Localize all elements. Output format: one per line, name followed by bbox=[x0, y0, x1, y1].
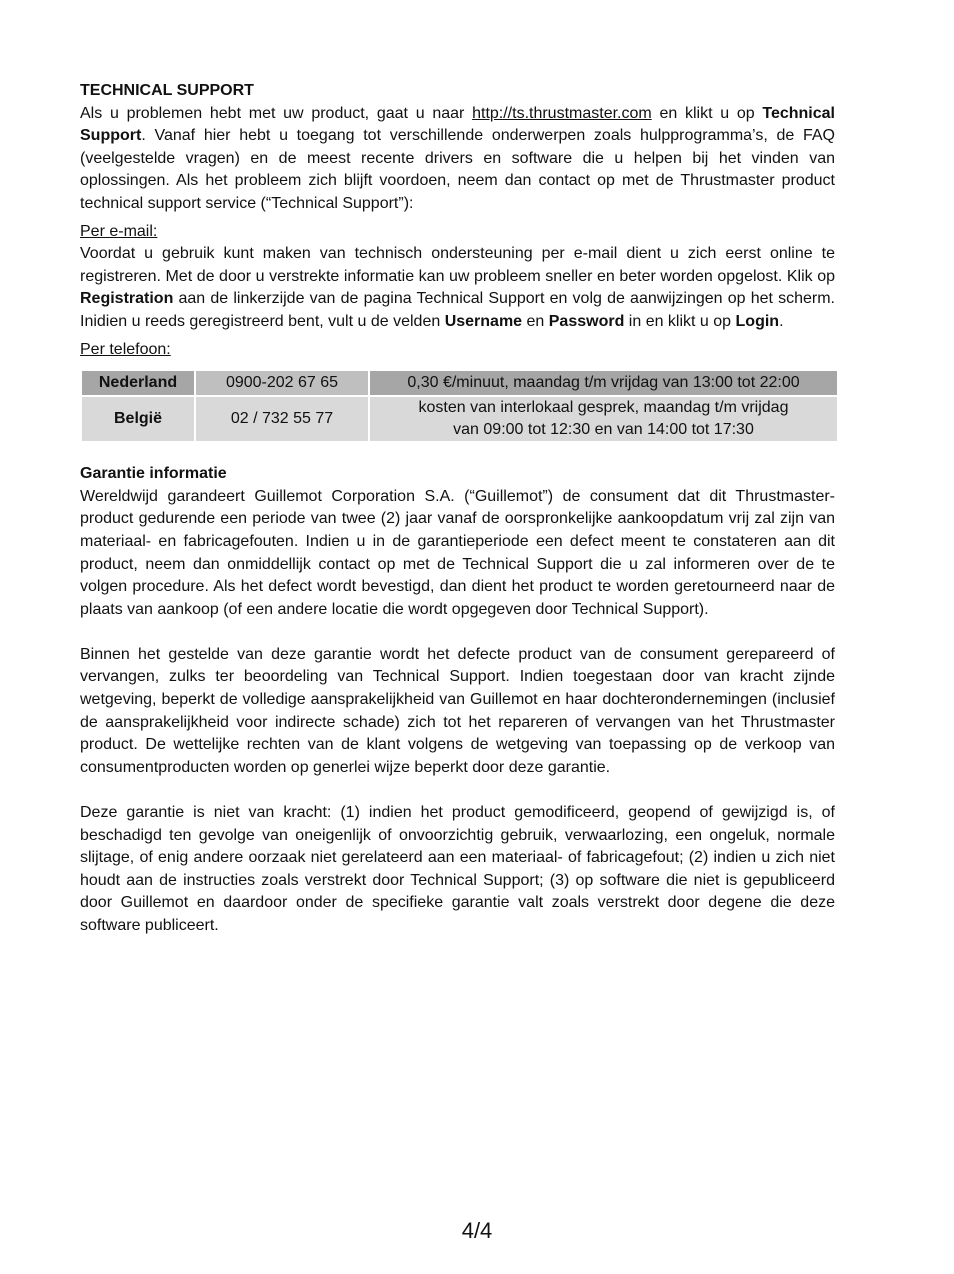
email-heading: Per e-mail: bbox=[80, 222, 158, 240]
table-row bbox=[82, 397, 837, 441]
page-number: 4/4 bbox=[461, 1218, 493, 1243]
support-link[interactable]: http://ts.thrustmaster.com bbox=[472, 104, 652, 122]
table-row bbox=[82, 371, 837, 395]
warranty-paragraph-1: Wereldwijd garandeert Guillemot Corporation S.A. (“Guillemot”) de consument dat dit Thrustmaster-product gedurende een periode van twee (2) jaar vanaf de oorspronkelijke aankoopdatum vrij zal zijn van materiaal- en fabricagefouten. Indien u in de garantieperiode een defect meent te constateren aan dit product, neem dan onmiddellijk contact op met de Technical Support die u zal informeren over de te volgen procedure. Als het defect wordt bevestigd, dan dient het product te worden geretourneerd naar de plaats van aankoop (of een andere locatie die wordt opgegeven door Technical Support). bbox=[80, 487, 835, 618]
document-page bbox=[80, 80, 835, 938]
technical-support-intro: Als u problemen hebt met uw product, gaat u naar http://ts.thrustmaster.com en klikt u op Technical Support. Vanaf hier hebt u toegang tot verschillende onderwerpen zoals hulpprogramma’s, de FAQ (veelgestelde vragen) en de meest recente drivers en software die u helpen bij het vinden van oplossingen. Als het probleem zich blijft voordoen, neem dan contact op met de Thrustmaster product technical support service (“Technical Support”): bbox=[80, 104, 835, 212]
country-cell: Nederland bbox=[82, 371, 194, 395]
rate-cell: kosten van interlokaal gesprek, maandag t/m vrijdag van 09:00 tot 12:30 en van 14:00 tot 17:30 bbox=[370, 397, 837, 441]
email-paragraph: Voordat u gebruik kunt maken van technisch ondersteuning per e-mail dient u zich eerst online te registreren. Met de door u verstrekte informatie kan uw probleem sneller en beter worden opgelost. Klik op Registration aan de linkerzijde van de pagina Technical Support en volg de aanwijzingen op het scherm. Inidien u reeds geregistreerd bent, vult u de velden Username en Password in en klikt u op Login. bbox=[80, 245, 835, 330]
technical-support-heading: TECHNICAL SUPPORT bbox=[80, 82, 254, 99]
warranty-paragraph-3: Deze garantie is niet van kracht: (1) indien het product gemodificeerd, geopend of gewijzigd is, of beschadigd ten gevolge van oneigenlijk of onvoorzichtig gebruik, verwaarlozing, een ongeluk, normale slijtage, of enig andere oorzaak niet gerelateerd aan een materiaal- of fabricagefout; (2) indien u zich niet houdt aan de instructies zoals verstrekt door Technical Support; (3) op software die niet is gepubliceerd door Guillemot en daardoor onder de specifieke garantie valt zoals verstrekt door degene die deze software publiceert. bbox=[80, 804, 835, 934]
warranty-heading: Garantie informatie bbox=[80, 465, 227, 483]
phone-heading: Per telefoon: bbox=[80, 340, 171, 358]
phone-number-cell: 02 / 732 55 77 bbox=[196, 397, 368, 441]
country-cell: België bbox=[82, 397, 194, 441]
rate-cell: 0,30 €/minuut, maandag t/m vrijdag van 13:00 tot 22:00 bbox=[370, 371, 837, 395]
warranty-paragraph-2: Binnen het gestelde van deze garantie wordt het defecte product van de consument gerepareerd of vervangen, zulks ter beoordeling van Technical Support. Indien toegestaan door van kracht zijnde wetgeving, beperkt de volledige aansprakelijkheid van Guillemot en haar dochterondernemingen (inclusief de aansprakelijkheid voor indirecte schade) zich tot het repareren of vervangen van het Thrustmaster product. De wettelijke rechten van de klant volgens de wetgeving van toepassing op de verkoop van consumentproducten worden op generlei wijze beperkt door deze garantie. bbox=[80, 645, 835, 776]
phone-table bbox=[80, 369, 839, 443]
phone-number-cell: 0900-202 67 65 bbox=[196, 371, 368, 395]
